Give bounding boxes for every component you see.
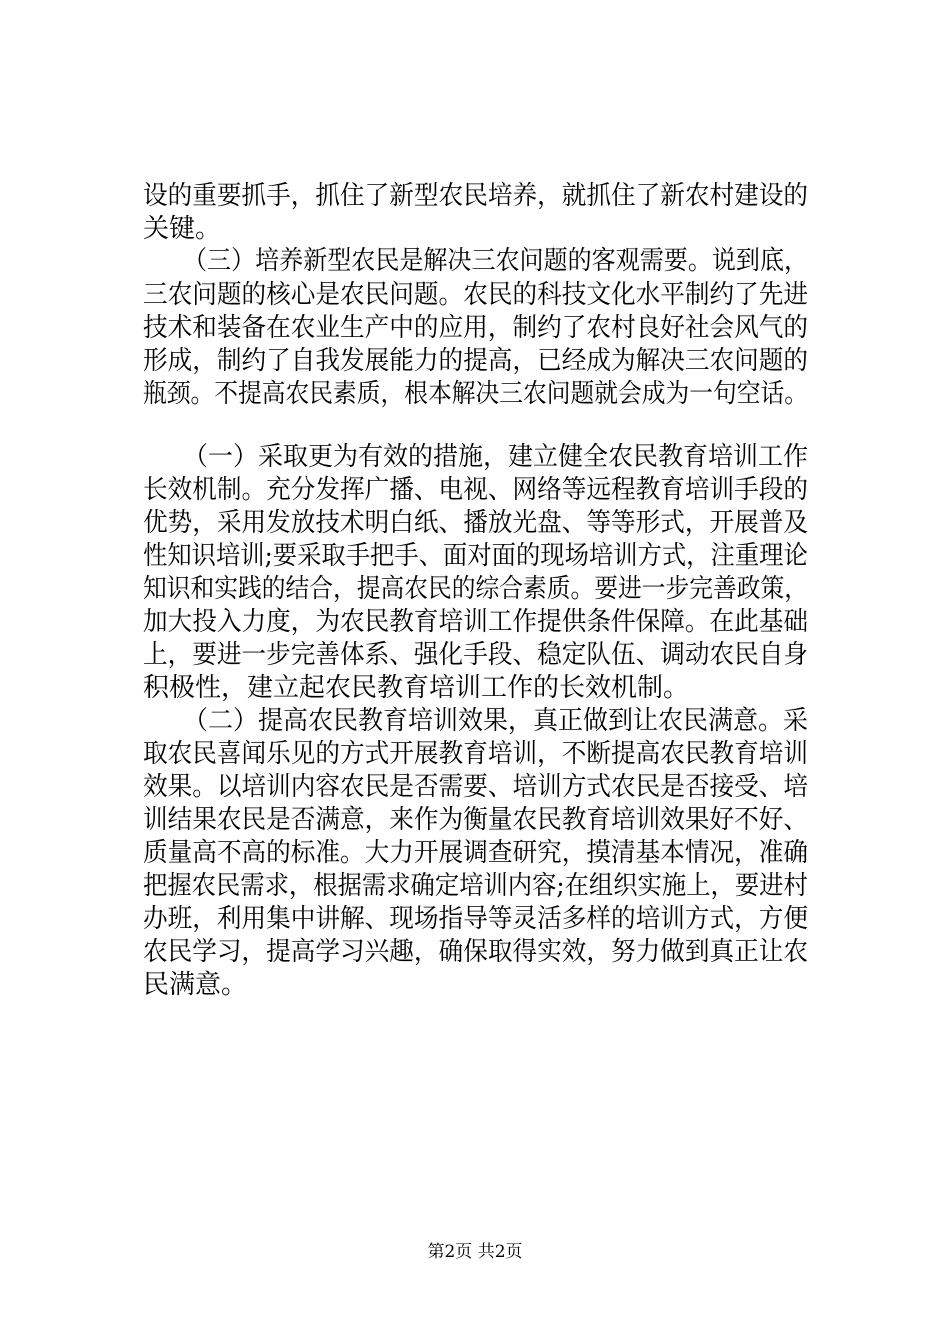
body-text-line: 把握农民需求，根据需求确定培训内容;在组织实施上，要进村: [143, 871, 808, 901]
body-text-line: 知识和实践的结合，提高农民的综合素质。要进一步完善政策，: [143, 574, 809, 604]
body-text-line: 三农问题的核心是农民问题。农民的科技文化水平制约了先进: [143, 280, 809, 310]
body-text-line: 质量高不高的标准。大力开展调查研究，摸清基本情况，准确: [143, 838, 809, 868]
body-text-line: 长效机制。充分发挥广播、电视、网络等远程教育培训手段的: [143, 475, 809, 505]
section-heading-yi: （一）采取更为有效的措施，建立健全农民教育培训工作: [183, 442, 808, 472]
body-text-line: 取农民喜闻乐见的方式开展教育培训，不断提高农民教育培训: [143, 739, 809, 769]
body-text-line: 加大投入力度，为农民教育培训工作提供条件保障。在此基础: [143, 607, 809, 637]
section-heading-san: （三）培养新型农民是解决三农问题的客观需要。说到底，: [183, 246, 809, 276]
body-text-line: 上，要进一步完善体系、强化手段、稳定队伍、调动农民自身: [143, 640, 809, 670]
section-heading-er: （二）提高农民教育培训效果，真正做到让农民满意。采: [183, 706, 808, 736]
body-text-line: 农民学习，提高学习兴趣，确保取得实效，努力做到真正让农: [143, 937, 809, 967]
body-text-line: 办班，利用集中讲解、现场指导等灵活多样的培训方式，方便: [143, 904, 809, 934]
page-footer: 第2页 共2页: [427, 1242, 523, 1262]
body-text-line: 形成，制约了自我发展能力的提高，已经成为解决三农问题的: [143, 346, 809, 376]
body-text-line: 民满意。: [143, 970, 248, 1000]
body-text-line: 训结果农民是否满意，来作为衡量农民教育培训效果好不好、: [143, 805, 809, 835]
body-text-line: 效果。以培训内容农民是否需要、培训方式农民是否接受、培: [143, 772, 809, 802]
body-text-line: 瓶颈。不提高农民素质，根本解决三农问题就会成为一句空话。: [143, 379, 809, 409]
body-text-line: 优势，采用发放技术明白纸、播放光盘、等等形式，开展普及: [143, 508, 809, 538]
body-text-line: 设的重要抓手，抓住了新型农民培养，就抓住了新农村建设的: [143, 181, 809, 211]
body-text-line: 关键。: [143, 214, 222, 244]
body-text-line: 性知识培训;要采取手把手、面对面的现场培训方式，注重理论: [143, 541, 808, 571]
body-text-line: 积极性，建立起农民教育培训工作的长效机制。: [143, 673, 690, 703]
body-text-line: 技术和装备在农业生产中的应用，制约了农村良好社会风气的: [143, 313, 809, 343]
